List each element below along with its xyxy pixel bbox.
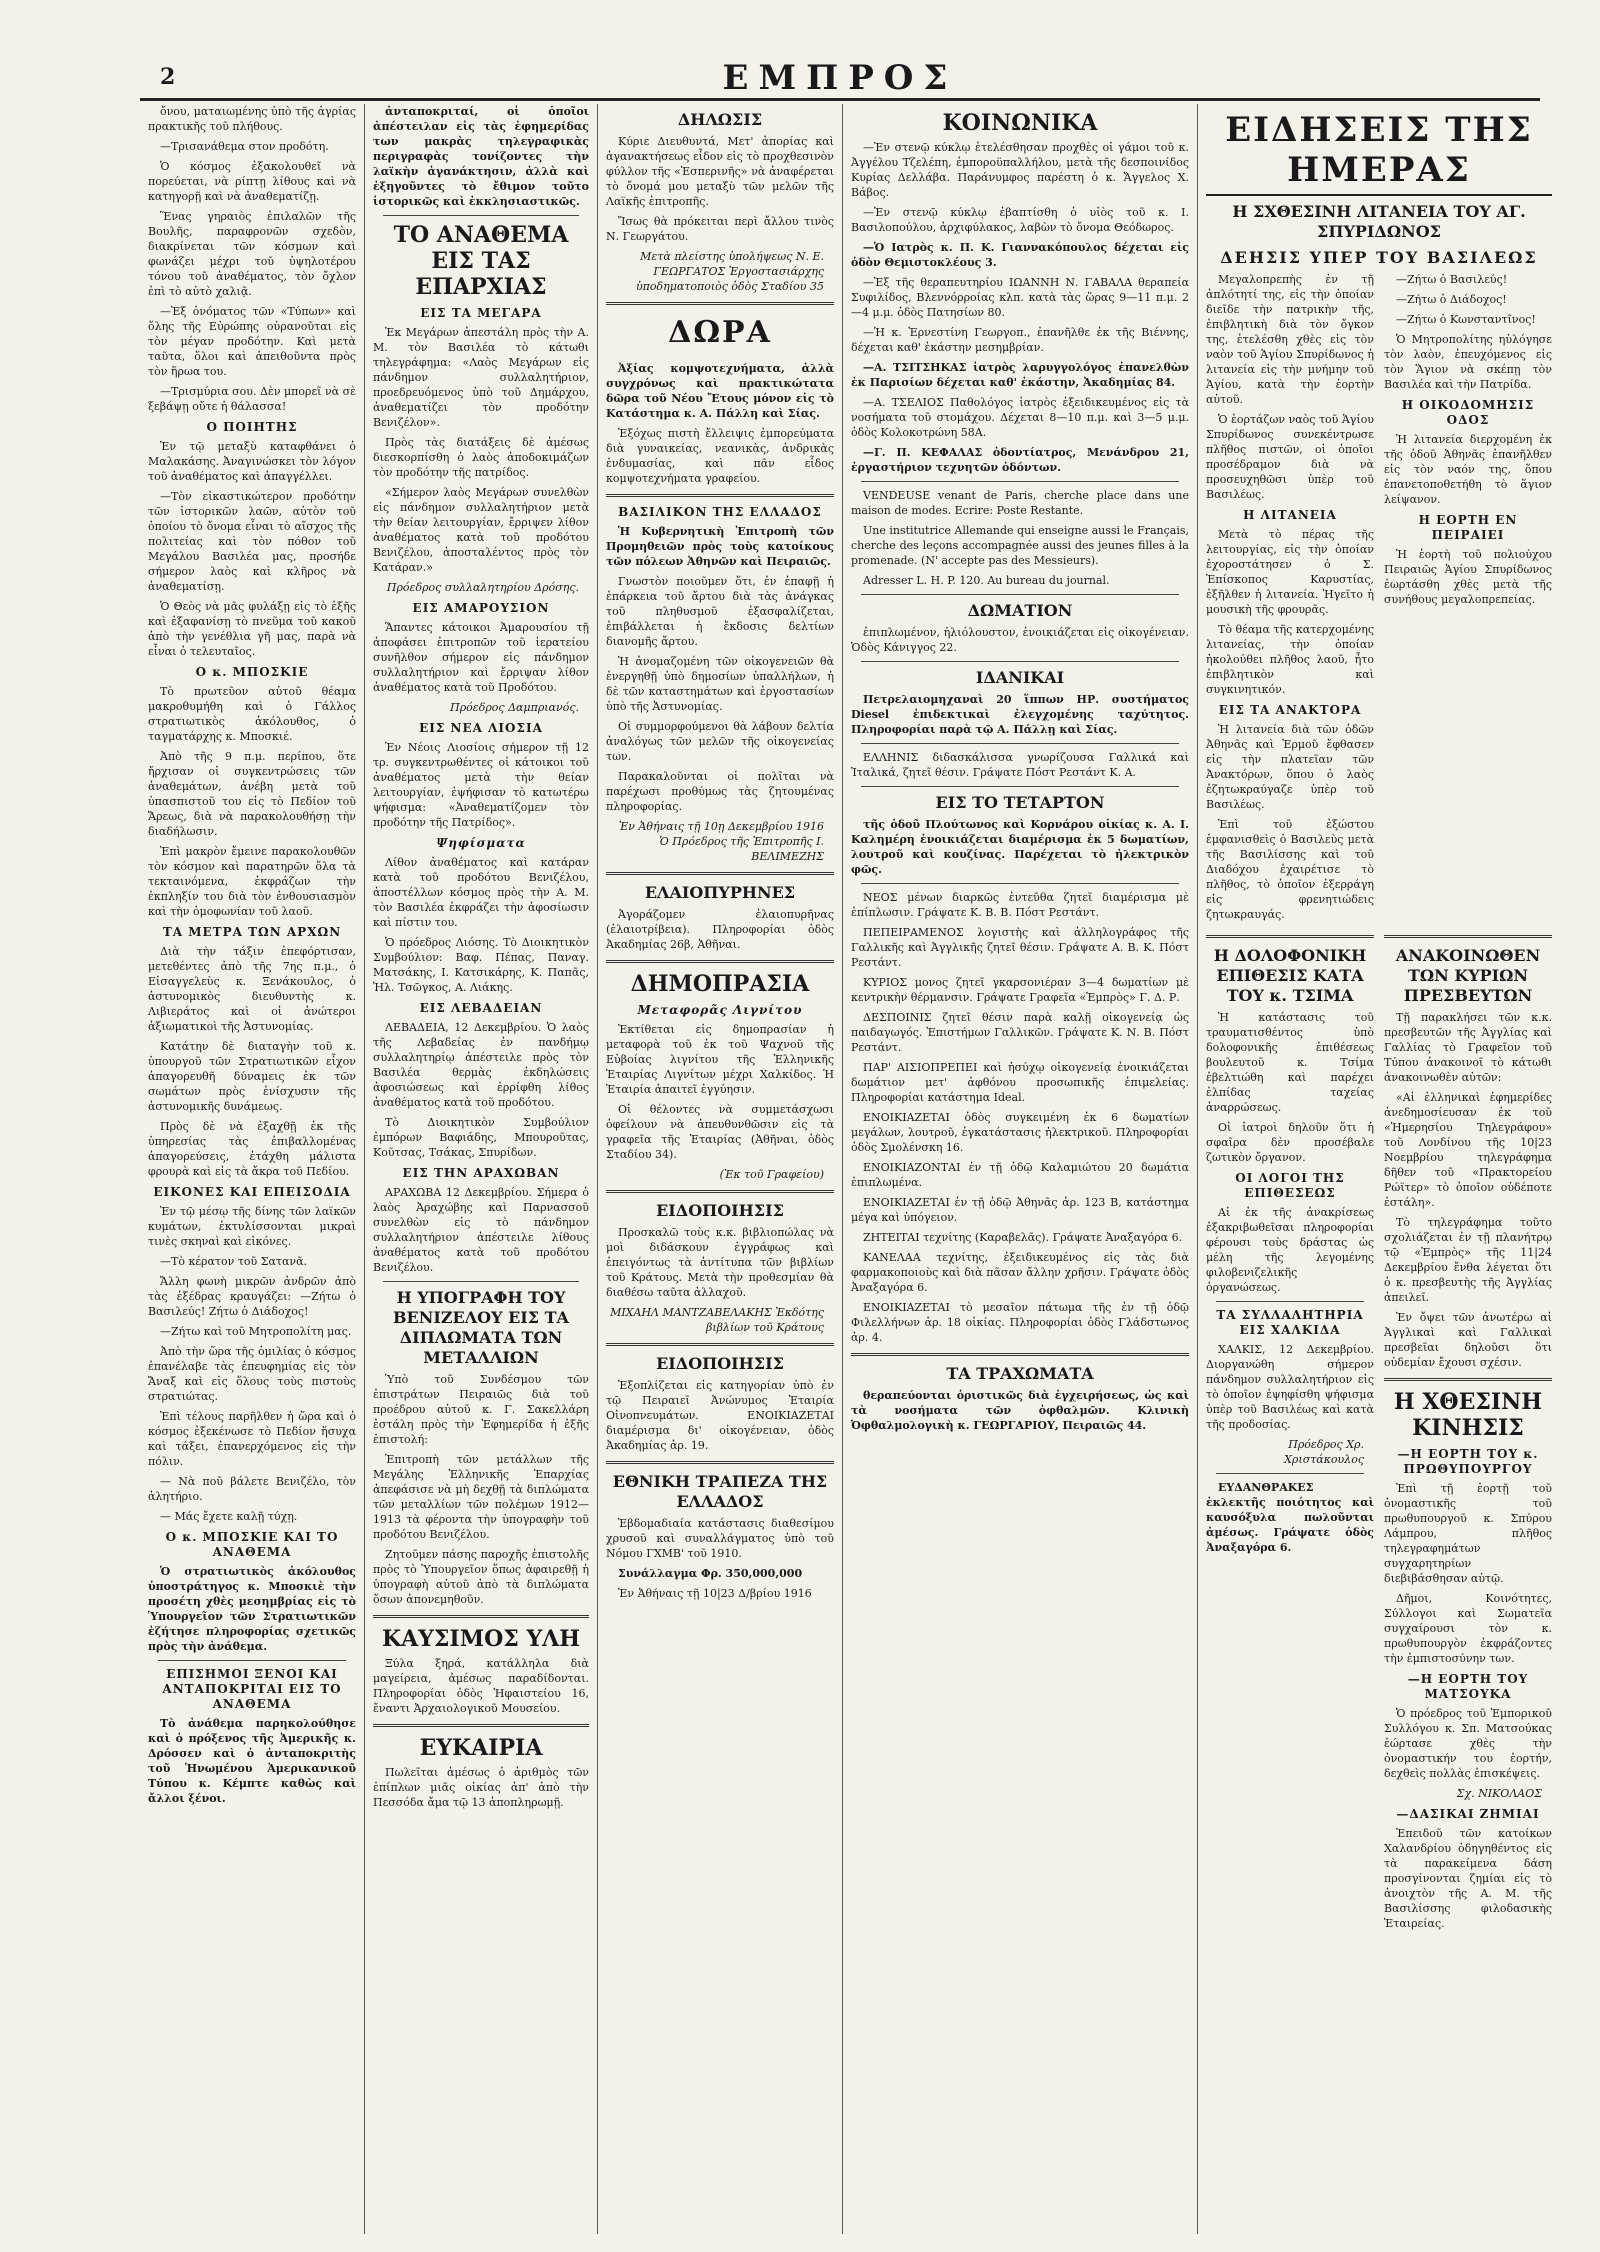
divider (606, 1343, 834, 1346)
paragraph: —Ἐξ ὀνόματος τῶν «Τύπων» καὶ ὅλης τῆς Εὐρώπης οὐρανοῦται εἰς τὸν μέγαν προδότην. Καὶ μετὰ ταῦτα, ὅλοι καὶ ἀπειθοῦντα πρὸς τὸν ἥρωα του. (148, 305, 356, 378)
sub-heading: ΕΙΣ ΤΑ ΜΕΓΑΡΑ (420, 306, 542, 320)
paragraph: Οἱ συμμορφούμενοι θὰ λάβουν δελτία ἀναλόγως τῶν μελῶν τῆς οἰκογενείας των. (606, 720, 834, 763)
paragraph: ΕΛΛΗΝΙΣ διδασκάλισσα γνωρίζουσα Γαλλικά καὶ Ἰταλικά, ζητεῖ θέσιν. Γράψατε Πόστ Ρεστάντ Κ. Α. (851, 751, 1189, 779)
paragraph: Αἱ ἐκ τῆς ἀνακρίσεως ἐξακριβωθεῖσαι πληροφορίαι φέρουσι τοὺς δράστας ὡς μέλη τῆς λεγομένης φιλοβενιζελικῆς ὀργανώσεως. (1206, 1206, 1374, 1294)
paragraph: Πρὸς τὰς διατάξεις δὲ ἀμέσως διεσκορπίσθη ὁ λαὸς ἀποδοκιμάζων τὸν προδότην τῆς πατρίδος. (373, 436, 589, 479)
divider (606, 302, 834, 305)
section-heading: ΕΠΙΣΗΜΟΙ ΞΕΝΟΙ ΚΑΙ ΑΝΤΑΠΟΚΡΙΤΑΙ ΕΙΣ ΤΟ ΑΝΑΘΕΜΑ (162, 1667, 342, 1711)
paragraph: Ἑβδομαδιαία κατάστασις διαθεσίμου χρυσοῦ καὶ συναλλάγματος ὑπὸ τοῦ Νόμου ΓΧΜΒ' τοῦ 1910. (606, 1517, 834, 1560)
section-heading: ΑΝΑΚΟΙΝΩΘΕΝ ΤΩΝ ΚΥΡΙΩΝ ΠΡΕΣΒΕΥΤΩΝ (1395, 946, 1541, 1005)
paragraph: —Τὸ κέρατον τοῦ Σατανᾶ. (160, 1255, 308, 1268)
paragraph: Κύριε Διευθυντά, Μετ' ἀπορίας καὶ ἀγανακτήσεως εἶδον εἰς τὸ προχθεσινὸν φύλλον τῆς «Ἐσπερινῆς» νὰ ἀναφέρεται τὸ ὄνομά μου μεταξὺ τῶν μελῶν τῆς Λαϊκῆς ἐπιτροπῆς. (606, 135, 834, 208)
paragraph: ΕΝΟΙΚΙΑΖΕΤΑΙ τὸ μεσαῖον πάτωμα τῆς ἐν τῇ ὁδῷ Φιλελλήνων ἀρ. 18 οἰκίας. Πληροφορίαι ὁδὸς Γλάδστωνος ἀρ. 4. (851, 1301, 1189, 1344)
sub-heading: ΔΕΗΣΙΣ ΥΠΕΡ ΤΟΥ ΒΑΣΙΛΕΩΣ (1220, 248, 1538, 267)
column-5 (1198, 104, 1560, 2234)
paragraph: Οἱ ἰατροὶ δηλοῦν ὅτι ἡ σφαῖρα δὲν προσέβαλε ζωτικὸν ὄργανον. (1206, 1121, 1374, 1164)
sub-heading: ΕΙΣ ΛΕΒΑΔΕΙΑΝ (419, 1001, 543, 1015)
paragraph: —Τρισμύρια σου. Δὲν μπορεῖ νὰ σὲ ξεβάψῃ οὔτε ἡ θάλασσα! (148, 385, 357, 413)
divider (383, 1281, 579, 1282)
paragraph: ΑΡΑΧΩΒΑ 12 Δεκεμβρίου. Σήμερα ὁ λαὸς Ἀραχώβης καὶ Παρνασσοῦ συνελθὼν εἰς τὸ πάνδημον συλλαλητήριον ἀπέστειλε λίθους ἀναθέματος κατὰ τοῦ προδότου Βενιζέλου. (373, 1186, 589, 1274)
paragraph: Ἐπὶ τοῦ ἐξώστου ἐμφανισθεὶς ὁ Βασιλεὺς μετὰ τῆς Βασιλίσσης καὶ τοῦ Διαδόχου ἐχαιρέτισε τὸ πλῆθος, τὸ ὁποῖον ἐξερράγη εἰς φρενητιώδεις ζητωκραυγάς. (1206, 818, 1374, 921)
paragraph: —Ἐν στενῷ κύκλῳ ἐβαπτίσθη ὁ υἱὸς τοῦ κ. Ι. Βασιλοπούλου, ἀρχιφύλακος, λαβὼν τὸ ὄνομα Θεόδωρος. (851, 206, 1189, 234)
paragraph: Ὁ πρόεδρος Λιόσης. Τὸ Διοικητικὸν Συμβούλιον: Βαφ. Πέπας, Παναγ. Ματσάκης, Ι. Κατσικάρης, Κ. Παπᾶς, Ἠλ. Τσῶγκος, Α. Λιάκης. (373, 936, 589, 994)
section-heading: Ο κ. ΜΠΟΣΚΙΕ ΚΑΙ ΤΟ ΑΝΑΘΕΜΑ (165, 1530, 339, 1559)
paragraph: Ἕνας γηραιὸς ἐπιλαλῶν τῆς Βουλῆς, παραφρονῶν σχεδὸν, διακρίνεται τῶν κόσμων καὶ φωνάζει μέχρι τοῦ ὑψηλοτέρου τόνου τοῦ ἀναθέματος, τὸν ὄχλον ἐπὶ τὸ αὐτὸ χαλιᾷ. (148, 210, 356, 298)
page-number: 2 (160, 64, 176, 90)
signature: ΜΙΧΑΗΛ ΜΑΝΤΖΑΒΕΛΑΚΗΣ Ἐκδότης βιβλίων τοῦ Κράτους (610, 1306, 824, 1334)
paragraph: ΛΕΒΑΔΕΙΑ, 12 Δεκεμβρίου. Ὁ λαὸς τῆς Λεβαδείας ἐν πανδήμῳ συλλαλητηρίῳ ἀπέστειλε πρὸς τὸν Βασιλέα θερμὰς ἐκδηλώσεις ἀφοσιώσεως καὶ ἐρρίφθη λίθος ἀναθέματος κατὰ τοῦ προδότου. (373, 1021, 589, 1109)
paragraph: ΔΕΣΠΟΙΝΙΣ ζητεῖ θέσιν παρὰ καλῇ οἰκογενείᾳ ὡς παιδαγωγός. Ἐπιστήμων Γαλλικῶν. Γράψατε Κ. Ν. Β. Πόστ Ρεστάντ. (851, 1011, 1189, 1054)
section-heading: ΤΑ ΜΕΤΡΑ ΤΩΝ ΑΡΧΩΝ (162, 925, 342, 939)
signature: Ἐν Ἀθήναις τῇ 10ῃ Δεκεμβρίου 1916 Ὁ Πρόεδρος τῆς Ἐπιτροπῆς Ι. ΒΕΛΙΜΕΖΗΣ (618, 820, 824, 863)
section-heading: ΕΙΚΟΝΕΣ ΚΑΙ ΕΠΕΙΣΟΔΙΑ (153, 1185, 351, 1199)
paragraph: ΕΝΟΙΚΙΑΖΕΤΑΙ ὁδὸς συγκειμένη ἐκ 6 δωματίων μεγάλων, λουτροῦ, ἐγκατάστασις ἠλεκτρικοῦ. Πληροφορίαι ὁδὸς Σμολένσκη 16. (851, 1111, 1189, 1154)
sub-heading: Η ΣΧΘΕΣΙΝΗ ΛΙΤΑΝΕΙΑ ΤΟΥ ΑΓ. ΣΠΥΡΙΔΩΝΟΣ (1232, 202, 1526, 241)
paragraph: Γνωστὸν ποιοῦμεν ὅτι, ἐν ἐπαφῇ ἡ ἐπάρκεια τοῦ ἄρτου διὰ τὰς ἀνάγκας τοῦ πληθυσμοῦ ἐξασφαλίζεται, ἐπιβάλλεται ἡ ἔκδοσις δελτίων διανομῆς ἄρτου. (606, 575, 834, 648)
ad-heading: ΔΗΜΟΠΡΑΣΙΑ (630, 971, 810, 997)
ad-heading: ΔΩΡΑ (668, 315, 772, 350)
paragraph: Ὁ ἑορτάζων ναὸς τοῦ Ἁγίου Σπυρίδωνος συνεκέντρωσε πλῆθος πιστῶν, οἱ ὁποῖοι προσέδραμον διὰ νὰ προσευχηθῶσι ὑπὲρ τοῦ Βασιλέως. (1206, 413, 1374, 501)
paragraph: Ὁ πρόεδρος τοῦ Ἐμπορικοῦ Συλλόγου κ. Σπ. Ματσούκας ἑώρτασε χθὲς τὴν ὀνομαστικήν του ἑορτήν, δεχθεὶς πολλὰς ἐπισκέψεις. (1384, 1707, 1552, 1780)
paragraph: Ἅπαντες κάτοικοι Ἀμαρουσίου τῇ ἀποφάσει ἐπιτροπῶν τοῦ ἱερατείου συνῆλθον σήμερον εἰς πάνδημον συλλαλητήριον καὶ ἔρριψαν λίθον ἀναθέματος κατὰ τοῦ Προδότου. (373, 621, 589, 694)
section-heading: ΔΗΛΩΣΙΣ (677, 110, 763, 129)
divider (606, 872, 834, 875)
paragraph: Ἀπὸ τῆς 9 π.μ. περίπου, ὅτε ἤρχισαν οἱ συγκεντρώσεις τῶν ἀναθεμάτων, ἀνέβη μετὰ τοῦ ὑπασπιστοῦ του εἰς τὸ Πεδίον τοῦ Ἄρεως, διὰ νὰ παρακολουθήσῃ τὴν διαδήλωσιν. (148, 750, 356, 838)
paragraph: —Ἐν στενῷ κύκλῳ ἐτελέσθησαν προχθὲς οἱ γάμοι τοῦ κ. Ἀγγέλου Τζελέπη, ἐμποροϋπαλλήλου, μετὰ τῆς δεσποινίδος Κυρίας Δελλάβα. Παράνυμφος παρέστη ὁ κ. Ἄγγελος Χ. Βάβος. (851, 141, 1189, 199)
divider (861, 594, 1179, 595)
ad-heading: ΚΑΥΣΙΜΟΣ ΥΛΗ (381, 1626, 581, 1652)
paragraph: «Αἱ ἑλληνικαὶ ἐφημερίδες ἀνεδημοσίευσαν ἐκ τοῦ «Ἡμερησίου Τηλεγράφου» τοῦ Λονδίνου τῆς 10|23 Νοεμβρίου τηλεγράφημα δῆθεν τοῦ «Πρακτορείου Ρώϊτερ» τὸ ὁποῖον οὐδέποτε ἐστάλη». (1384, 1091, 1552, 1209)
paragraph: Ἐν Ἀθήναις τῇ 10|23 Δ/βρίου 1916 (618, 1587, 812, 1600)
newspaper-title: ΕΜΠΡΟΣ (722, 58, 958, 98)
two-column-block (1206, 927, 1552, 1936)
paragraph: Προσκαλῶ τοὺς κ.κ. βιβλιοπώλας νὰ μοὶ διδάσκουν ἐγγράφως καὶ ἐπειγόντως τὰ ἀντίτυπα τῶν βιβλίων τοῦ Κράτους. Μετὰ τὴν προθεσμίαν θὰ διαθέσω ταῦτα ἀλλαχοῦ. (606, 1226, 834, 1299)
divider (1206, 935, 1374, 938)
divider (383, 215, 579, 216)
sub-column (1206, 927, 1374, 1936)
paragraph: ΕΥΔΑΝΘΡΑΚΕΣ ἐκλεκτῆς ποιότητος καὶ καυσόξυλα πωλοῦνται ἀμέσως. Γράψατε ὁδὸς Ἀναξαγόρα 6. (1206, 1481, 1374, 1554)
paragraph: Τὸ Διοικητικὸν Συμβούλιον ἐμπόρων Βαφιάδης, Μπουροῦτας, Κοῦτσας, Τσάκας, Σπυρίδων. (373, 1116, 589, 1159)
paragraph: ΕΝΟΙΚΙΑΖΟΝΤΑΙ ἐν τῇ ὁδῷ Καλαμιώτου 20 δωμάτια ἐπιπλωμένα. (851, 1161, 1189, 1189)
paragraph: Παρακαλοῦνται οἱ πολῖται νὰ παρέχωσι προθύμως τὰς ζητουμένας πληροφορίας. (606, 770, 834, 813)
divider (1384, 935, 1552, 938)
paragraph: Τὸ ἀνάθεμα παρηκολούθησε καὶ ὁ πρόξενος τῆς Ἀμερικῆς κ. Δρόσσεν καὶ ὁ ἀνταποκριτὴς τοῦ Ἡνωμένου Ἀμερικανικοῦ Τύπου κ. Κέμπτε καθὼς καὶ ἄλλοι ξένοι. (148, 1717, 356, 1805)
divider (606, 494, 834, 497)
paragraph: Τῇ παρακλήσει τῶν κ.κ. πρεσβευτῶν τῆς Ἀγγλίας καὶ Γαλλίας τὸ Γραφεῖον τοῦ Τύπου ἀνακοινοῖ τὸ κάτωθι ἀνακοινωθὲν αὐτῶν: (1384, 1011, 1552, 1084)
paragraph: Πωλεῖται ἀμέσως ὁ ἀριθμὸς τῶν ἐπίπλων μιᾶς οἰκίας ἀπ' ἀπὸ τὴν Πεσσόδα ἄμα τῷ 13 ἀποπληρωμῇ. (373, 1766, 589, 1809)
paragraph: Ἀγοράζομεν ἐλαιοπυρῆνας (ἐλαιοτρίβεια). Πληροφορίαι ὁδὸς Ἀκαδημίας 26β, Ἀθῆναι. (606, 908, 834, 951)
sub-heading: Μεταφορᾶς Λιγνίτου (637, 1003, 803, 1017)
sub-column (1384, 272, 1552, 927)
sub-heading: ΕΙΣ ΝΕΑ ΛΙΟΣΙΑ (419, 721, 543, 735)
section-heading: Η ΥΠΟΓΡΑΦΗ ΤΟΥ ΒΕΝΙΖΕΛΟΥ ΕΙΣ ΤΑ ΔΙΠΛΩΜΑΤΑ ΤΩΝ ΜΕΤΑΛΛΙΩΝ (393, 1288, 569, 1367)
sub-heading: ΟΙ ΛΟΓΟΙ ΤΗΣ ΕΠΙΘΕΣΕΩΣ (1235, 1171, 1345, 1200)
section-heading: ΒΑΣΙΛΙΚΟΝ ΤΗΣ ΕΛΛΑΔΟΣ (618, 505, 822, 519)
paragraph: Ἄλλη φωνὴ μικρῶν ἀνδρῶν ἀπὸ τὰς ἐξέδρας κραυγάζει: —Ζήτω ὁ Βασιλεύς! Ζήτω ὁ Διάδοχος! (148, 1275, 356, 1318)
paragraph: Ἡ λιτανεία διὰ τῶν ὁδῶν Ἀθηνᾶς καὶ Ἑρμοῦ ἔφθασεν εἰς τὴν πλατεῖαν τῶν Ἀνακτόρων, ὅπου ὁ λαὸς ἐζητωκραύγαζε ὑπὲρ τοῦ Βασιλέως. (1206, 723, 1374, 811)
sub-heading: Ψηφίσματα (436, 836, 526, 850)
section-heading: ΚΟΙΝΩΝΙΚΑ (942, 110, 1098, 136)
paragraph: Ξύλα ξηρά, κατάλληλα διὰ μαγείρεια, ἀμέσως παραδίδονται. Πληροφορίαι ὁδὸς Ἡφαιστείου 16, ἔναντι Ἀρχαιολογικοῦ Μουσείου. (373, 1657, 589, 1715)
paragraph: ΠΕΠΕΙΡΑΜΕΝΟΣ λογιστὴς καὶ ἀλληλογράφος τῆς Γαλλικῆς καὶ Ἀγγλικῆς ζητεῖ θέσιν. Γράψατε Α. Β. Κ. Πόστ Ρεστάντ. (851, 926, 1189, 969)
column-4 (843, 104, 1198, 2234)
paragraph: —Γ. Π. ΚΕΦΑΛΑΣ ὀδοντίατρος, Μενάνδρου 21, ἐργαστήριον τεχνητῶν ὀδόντων. (851, 446, 1189, 474)
ad-heading: ΙΔΑΝΙΚΑΙ (975, 668, 1065, 687)
paragraph: Ἐν Νέοις Λιοσίοις σήμερον τῇ 12 τρ. συγκεντρωθέντες οἱ κάτοικοι τοῦ ἀναθέματος μετὰ τὴν θείαν λειτουργίαν, ἐψήφισαν τὸ κατωτέρω ψήφισμα: «Ἀναθεματίζομεν τὸν προδότην τῆς Πατρίδος». (373, 741, 589, 829)
signature: (Ἐκ τοῦ Γραφείου) (719, 1168, 824, 1181)
divider (606, 1461, 834, 1464)
paragraph: Ὁ Μητροπολίτης ηὐλόγησε τὸν λαὸν, ἐπευχόμενος εἰς τὸν Ἅγιον νὰ σκέπῃ τὸν Βασιλέα καὶ τὴν Πατρίδα. (1384, 333, 1552, 391)
paragraph: Λίθον ἀναθέματος καὶ κατάραν κατὰ τοῦ προδότου Βενιζέλου, ἀποστέλλων κόσμος πρὸς τὴν Α. Μ. τὸν Βασιλέα ἐκφράζει τὴν ἀφοσίωσιν καὶ πίστιν του. (373, 856, 589, 929)
paragraph: Une institutrice Allemande qui enseigne aussi le Français, cherche des leçons accompagnée aussi des jeunes filles à la promenade. (N' accepte pas des Messieurs). (851, 524, 1189, 567)
sub-column (1206, 272, 1374, 927)
paragraph: Ἐπειδοῦ τῶν κατοίκων Χαλανδρίου ὁδηγηθέντος εἰς τὰ παρακείμενα δάση προσγίνονται ζημίαι εἰς τὸ ἀνοιχτὸν τῆς Α. Μ. τῆς Βασιλίσσης φιλοδασικὴς Ἑταιρείας. (1384, 1827, 1552, 1930)
paragraph: ἀνταποκριταί, οἱ ὁποῖοι ἀπέστειλαν εἰς τὰς ἐφημερίδας των μακρὰς τηλεγραφικὰς περιγραφὰς τονίζοντες τὴν λαϊκὴν ἀγανάκτησιν, ἀλλὰ καὶ ἐξηγοῦντες τὸ ἔθιμον τοῦτο ἱστορικῶς καὶ ἐκκλησιαστικῶς. (373, 105, 589, 208)
paragraph: Πρὸς δὲ νὰ ἐξαχθῇ ἐκ τῆς ὑπηρεσίας τὰς ἐπιβαλλομένας ἀπαγορεύσεις, ἐτάχθη μάλιστα φρουρὰ καὶ εἰς τὰ ἄκρα τοῦ Πεδίου. (148, 1120, 356, 1178)
paragraph: Τὸ πρωτεῦον αὐτοῦ θέαμα μακροθυμήθη καὶ ὁ Γάλλος στρατιωτικὸς ἀκόλουθος, ὁ ταγματάρχης κ. Μποσκιέ. (148, 685, 356, 743)
paragraph: Πετρελαιομηχαναὶ 20 ἵππων ΗΡ. συστήματος Diesel ἐπιδεκτικαὶ ἐλεγχομένης ταχύτητος. Πληροφορίαι παρὰ τῷ Α. Πάλλῃ καὶ Σίας. (851, 693, 1189, 736)
paragraph: —Α. ΤΣΙΤΣΗΚΑΣ ἰατρὸς λαρυγγολόγος ἐπανελθὼν ἐκ Παρισίων δέχεται καθ' ἑκάστην, Ἀκαδημίας 84. (851, 361, 1189, 389)
divider (606, 960, 834, 963)
paragraph: Ἡ ἑορτὴ τοῦ πολιούχου Πειραιῶς Ἁγίου Σπυρίδωνος ἐωρτάσθη χθὲς μετὰ τῆς συνήθους μεγαλοπρεπείας. (1384, 548, 1552, 606)
paragraph: Ἐξοπλίζεται εἰς κατηγορίαν ὑπὸ ἐν τῷ Πειραιεῖ Ἀνώνυμος Ἑταιρία Οἰνοπνευμάτων. ΕΝΟΙΚΙΑΖΕΤΑΙ διαμέρισμα δι' οἰκογένειαν, ὁδὸς Ἀκαδημίας ἀρ. 19. (606, 1379, 834, 1452)
ad-heading: ΕΙΣ ΤΟ ΤΕΤΑΡΤΟΝ (935, 793, 1105, 812)
paragraph: Ἡ κατάστασις τοῦ τραυματισθέντος ὑπὸ δολοφονικῆς ἐπιθέσεως βουλευτοῦ κ. Τσίμα ἐβελτιώθη καὶ παρέχει ἐλπίδας ταχείας ἀναρρώσεως. (1206, 1011, 1374, 1114)
ad-heading: ΔΩΜΑΤΙΟΝ (967, 601, 1073, 620)
sub-heading: ΕΙΣ ΑΜΑΡΟΥΣΙΟΝ (412, 601, 550, 615)
section-heading: Η ΔΟΛΟΦΟΝΙΚΗ ΕΠΙΘΕΣΙΣ ΚΑΤΑ ΤΟΥ κ. ΤΣΙΜΑ (1213, 946, 1367, 1005)
paragraph: θεραπεύονται ὁριστικῶς διὰ ἐγχειρήσεως, ὡς καὶ τὰ νοσήματα τῶν ὀφθαλμῶν. Κλινικὴ Ὀφθαλμολογικὴ κ. ΓΕΩΡΓΑΡΙΟΥ, Πειραιῶς 44. (851, 1389, 1189, 1432)
paragraph: ΠΑΡ' ΑΙΣΙΟΠΡΕΠΕΙ καὶ ἡσύχῳ οἰκογενείᾳ ἐνοικιάζεται δωμάτιον μετ' ἀφθόνου προσωπικῆς ἐπιμελείας. Πληροφορίαι κατάστημα Ideal. (851, 1061, 1189, 1104)
paragraph: Κατάτην δὲ διαταγὴν τοῦ κ. ὑπουργοῦ τῶν Στρατιωτικῶν εἶχον ἀπαγορευθῆ δύναμεις ἐκ τῶν σωμάτων πρὸς ἐνίσχυσιν τῆς ἀστυνομικῆς δυνάμεως. (148, 1040, 356, 1113)
ad-heading: ΕΛΑΙΟΠΥΡΗΝΕΣ (644, 883, 796, 902)
section-heading: Ο ΠΟΙΗΤΗΣ (206, 420, 298, 434)
sub-column (1384, 927, 1552, 1936)
column-2 (365, 104, 598, 2234)
signature: Πρόεδρος Χρ. Χριστάκουλος (1284, 1438, 1364, 1466)
paragraph: —Τὸν εἰκαστικώτερον προδότην τῶν ἱστορικῶν λαῶν, αὐτὸν τοῦ ὁποίου τὸ ὄνομα εἶναι τὸ αἴσχος τῆς πολιτείας καὶ τὸν πόθον τοῦ Μεγάλου Βασιλέα μας, προσήδε σήμερον λαὸς καὶ κλῆρος νὰ ἀναθεματίσῃ. (148, 490, 356, 593)
paragraph: Ἴσως θὰ πρόκειται περὶ ἄλλου τινὸς Ν. Γεωργάτου. (606, 215, 834, 243)
paragraph: Ἐν τῷ μέσῳ τῆς δίνης τῶν λαϊκῶν κυμάτων, ἐκτυλίσσονται μικραὶ τινὲς σκηναὶ καὶ εἰκόνες. (148, 1205, 356, 1248)
paragraph: VENDEUSE venant de Paris, cherche place dans une maison de modes. Ecrire: Poste Restante. (851, 489, 1189, 517)
divider (851, 1353, 1189, 1356)
paragraph: Ὁ στρατιωτικὸς ἀκόλουθος ὑποστράτηγος κ. Μποσκιὲ τὴν προσέτη χθὲς μεσημβρίας εἰς τὸ Ὑπουργεῖον τῶν Στρατιωτικῶν ἐζήτησε πληροφορίας σχετικῶς πρὸς τὴν ἀνάθεμα. (148, 1565, 356, 1653)
divider (606, 1190, 834, 1193)
signature: Πρόεδρος Δαμπριανός. (450, 701, 579, 714)
paragraph: Ἐν ὄψει τῶν ἀνωτέρω αἱ Ἀγγλικαὶ καὶ Γαλλικαὶ πρεσβεῖαι δηλοῦσι ὅτι οὐδεμίαν ἔχουσι σχέσιν. (1384, 1311, 1552, 1369)
divider (861, 786, 1179, 787)
sub-heading: —Η ΕΟΡΤΗ ΤΟΥ κ. ΠΡΩΘΥΠΟΥΡΓΟΥ (1397, 1447, 1539, 1476)
section-heading: Ο κ. ΜΠΟΣΚΙΕ (195, 665, 309, 679)
paragraph: ΚΑΝΕΛΑΑ τεχνίτης, ἐξειδικευμένος εἰς τὰς διὰ φαρμακοποιοὺς καὶ διὰ πᾶσαν ἄλλην χρῆσιν. Γράψατε ὁδὸς Ἀναξαγόρα 6. (851, 1251, 1189, 1294)
paragraph: —Ζήτω ὁ Κωνσταντῖνος! (1396, 313, 1536, 326)
two-column-block (1206, 272, 1552, 927)
divider (1216, 1473, 1364, 1474)
paragraph: Ἐκ Μεγάρων ἀπεστάλη πρὸς τὴν Α. Μ. τὸν Βασιλέα τὸ κάτωθι τηλεγράφημα: «Λαὸς Μεγάρων εἰς πάνδημον συλλαλητήριον, προεδρευόμενος ὑπὸ τοῦ Δημάρχου, ἀναθεματίζει τὸν προδότην Βενιζέλον». (373, 326, 589, 429)
paragraph: Ἀπὸ τὴν ὥρα τῆς ὁμιλίας ὁ κόσμος ἐπανέλαβε τὰς ἐπευφημίας εἰς τὸν Ἄναξ καὶ εἰς ὅλους τοὺς πιστοὺς στρατιώτας. (148, 1345, 356, 1403)
sub-heading: Η ΟΙΚΟΔΟΜΗΣΙΣ ΟΔΟΣ (1401, 398, 1535, 427)
paragraph: Ἐξόχως πιστὴ ἔλλειψις ἐμπορεύματα διὰ γυναικείας, νεανικὰς, ἀνδρικὰς ἐνδυμασίας, καὶ πᾶν εἶδος κομψοτεχνήματα γραφείου. (606, 427, 834, 485)
paragraph: ὄνου, ματαιωμένης ὑπὸ τῆς ἀγρίας πρακτικῆς τοῦ πλήθους. (148, 105, 356, 133)
paragraph: Ὁ κόσμος ἐξακολουθεῖ νὰ πορεύεται, νὰ ρίπτῃ λίθους καὶ νὰ κατηγορῇ καὶ νὰ ἀναθεματίζῃ. (148, 160, 356, 203)
section-heading: Η ΧΘΕΣΙΝΗ ΚΙΝΗΣΙΣ (1393, 1389, 1543, 1441)
column-3 (598, 104, 843, 2234)
paragraph: Μεγαλοπρεπὴς ἐν τῇ ἁπλότητί της, εἰς τὴν ὁποίαν διεῖδε τὴν πατρικὴν τῆς, ἐπιβλητικὴ διὰ τὸν ὄγκον της, ἐτελέσθη χθὲς εἰς τὸν ναὸν τοῦ Ἁγίου Σπυρίδωνος ἡ λιτανεία εἰς τὴν μνήμην τοῦ Ἁγίου, κατὰ τὴν ἑορτὴν αὐτοῦ. (1206, 273, 1374, 406)
paragraph: —Ζήτω καὶ τοῦ Μητροπολίτη μας. (160, 1325, 352, 1338)
paragraph: —Ζήτω ὁ Βασιλεύς! (1396, 273, 1508, 286)
signature: Πρόεδρος συλλαλητηρίου Δρόσης. (386, 581, 579, 594)
divider (373, 1615, 589, 1618)
paragraph: Ἡ Κυβερνητικὴ Ἐπιτροπὴ τῶν Προμηθειῶν πρὸς τοὺς κατοίκους τῶν πόλεων Ἀθηνῶν καὶ Πειραιῶς. (606, 525, 834, 568)
ad-heading: ΕΙΔΟΠΟΙΗΣΙΣ (656, 1354, 784, 1373)
paragraph: Συνάλλαγμα Φρ. 350,000,000 (618, 1567, 803, 1580)
ad-heading: ΕΙΔΟΠΟΙΗΣΙΣ (656, 1201, 784, 1220)
divider (1384, 1378, 1552, 1381)
section-heading: ΕΘΝΙΚΗ ΤΡΑΠΕΖΑ ΤΗΣ ΕΛΛΑΔΟΣ (612, 1472, 828, 1511)
paragraph: ΕΝΟΙΚΙΑΖΕΤΑΙ ἐν τῇ ὁδῷ Ἀθηνᾶς ἀρ. 123 Β, κατάστημα μέγα καὶ ὑπόγειον. (851, 1196, 1189, 1224)
paragraph: —Ζήτω ὁ Διάδοχος! (1396, 293, 1507, 306)
paragraph: Ἐπιτροπὴ τῶν μετάλλων τῆς Μεγάλης Ἑλληνικῆς Ἐπαρχίας ἀπεφάσισε νὰ μὴ δεχθῇ τὰ διπλώματα τῶν μεταλλίων τῶν πολέμων 1912—1913 τὰ φέροντα τὴν ὑπογραφὴν τοῦ προδότου Βενιζέλου. (373, 1453, 589, 1541)
paragraph: Τὸ τηλεγράφημα τοῦτο σχολιάζεται ἐν τῇ πλανήτρῳ τῷ «Ἐμπρὸς» τῆς 11|24 Δεκεμβρίου ἔνθα λέγεται ὅτι ὁ κ. πρεσβευτὴς τῆς Ἀγγλίας ἀπειλεῖ. (1384, 1216, 1552, 1304)
sub-heading: Η ΕΟΡΤΗ ΕΝ ΠΕΙΡΑΙΕΙ (1418, 513, 1518, 542)
ad-heading: ΤΑ ΤΡΑΧΩΜΑΤΑ (946, 1364, 1094, 1383)
divider (861, 661, 1179, 662)
sub-heading: ΕΙΣ ΤΗΝ ΑΡΑΧΩΒΑΝ (402, 1166, 560, 1180)
section-heading: ΕΙΔΗΣΕΙΣ ΤΗΣ ΗΜΕΡΑΣ (1206, 110, 1552, 196)
paragraph: — Νὰ ποῦ βάλετε Βενιζέλο, τὸν ἀλητήριο. (148, 1475, 356, 1503)
paragraph: Ἐπὶ τέλους παρῆλθεν ἡ ὥρα καὶ ὁ κόσμος ἐξεκένωσε τὸ Πεδίον ἥσυχα καὶ τάξει, ἐπανερχόμενος εἰς τὴν πόλιν. (148, 1410, 356, 1468)
paragraph: Ἡ ἀνομαζομένη τῶν οἰκογενειῶν θὰ ἐνεργηθῇ ὑπὸ δημοσίων ὑπαλλήλων, ἡ δὲ τῶν καταστημάτων καὶ ἐργοστασίων ὑπὸ τῆς Ἀστυνομίας. (606, 655, 834, 713)
divider (861, 743, 1179, 744)
paragraph: —Α. ΤΣΕΛΙΟΣ Παθολόγος ἰατρὸς ἐξειδικευμένος εἰς τὰ νοσήματα τοῦ στομάχου. Δέχεται 8—10 π.μ. καὶ 3—5 μ.μ. ὁδὸς Κολοκοτρώνη 58Α. (851, 396, 1189, 439)
signature: Σχ. ΝΙΚΟΛΑΟΣ (1456, 1787, 1542, 1800)
paragraph: —Ὁ Ιατρὸς κ. Π. Κ. Γιαννακόπουλος δέχεται εἰς ὁδὸν Θεμιστοκλέους 3. (851, 241, 1189, 269)
divider (861, 883, 1179, 884)
divider (1216, 1301, 1364, 1302)
paragraph: τῆς ὁδοῦ Πλούτωνος καὶ Κορνάρου οἰκίας κ. Α. Ι. Καλημέρη ἐνοικιάζεται διαμέρισμα ἐκ 5 δωματίων, λουτροῦ καὶ κουζίνας. Παρέχεται τὸ ἠλεκτρικὸν φῶς. (851, 818, 1189, 876)
paragraph: —Ἐξ τῆς θεραπευτηρίου ΙΩΑΝΝΗ Ν. ΓΑΒΑΛΑ θεραπεία Συφιλίδος, Βλεννόρροίας κλπ. κατὰ τὰς ὥρας 9—11 π.μ. 2—4 μ.μ. ὁδὸς Πατησίων 80. (851, 276, 1189, 319)
divider (861, 481, 1179, 482)
paragraph: Ἀξίας κομψοτεχνήματα, ἀλλὰ συγχρόνως καὶ πρακτικώτατα δῶρα τοῦ Νέου Ἔτους μόνον εἰς τὸ Κατάστημα κ. Α. Πάλλη καὶ Σίας. (606, 362, 834, 420)
paragraph: — Μάς ἔχετε καλῇ τύχῃ. (160, 1510, 298, 1523)
ad-heading: ΕΥΚΑΙΡΙΑ (419, 1735, 543, 1761)
paragraph: Ἐπὶ μακρὸν ἔμεινε παρακολουθῶν τὸν κόσμον καὶ παρατηρῶν ὅλα τὰ τεκταινόμενα, ἐκφράζων τὴν ἐκπληξίν του διὰ τὸν ἐνθουσιασμὸν καὶ τὴν ὁμοφωνίαν τοῦ λαοῦ. (148, 845, 356, 918)
paragraph: —Ἡ κ. Ἐρνεστίνη Γεωργοπ., ἐπανῆλθε ἐκ τῆς Βιέννης, δέχεται καθ' ἑκάστην μεσημβρίαν. (851, 326, 1189, 354)
divider (158, 1660, 346, 1661)
sub-heading: ΕΙΣ ΤΑ ΑΝΑΚΤΟΡΑ (1218, 703, 1362, 717)
paragraph: Adresser L. H. P. 120. Au bureau du journal. (863, 574, 1110, 587)
paragraph: Διὰ τὴν τάξιν ἐπεφόρτισαν, μετεθέντες ἀπὸ τῆς 7ης π.μ., ὁ Εἰσαγγελεὺς κ. Ξενάκουλος, ὁ ἀστυνομικὸς διευθυντὴς κ. Λιβιεράτος καὶ οἱ ἀνώτεροι ἀξιωματικοὶ τῆς Ἀστυνομίας. (148, 945, 356, 1033)
divider (373, 1724, 589, 1727)
sub-heading: Η ΛΙΤΑΝΕΙΑ (1243, 508, 1337, 522)
paragraph: Ἐν τῷ μεταξὺ καταφθάνει ὁ Μαλακάσης. Ἀναγινώσκει τὸν λόγον τοῦ ἀναθέματος καὶ ἀπαγγέλλει. (148, 440, 356, 483)
paragraph: ΚΥΡΙΟΣ μονος ζητεῖ γκαρσονιέραν 3—4 δωματίων μὲ κεντρικὴν θέρμανσιν. Γράψατε Γραφεῖα «Ἐμπρὸς» Γ. Δ. Ρ. (851, 976, 1189, 1004)
signature: Μετὰ πλείστης ὑπολήψεως Ν. Ε. ΓΕΩΡΓΑΤΟΣ Ἐργοστασιάρχης ὑποδηματοποιὸς ὁδὸς Σταδίου 35 (635, 250, 824, 293)
paragraph: ΝΕΟΣ μένων διαρκῶς ἐντεῦθα ζητεῖ διαμέρισμα μὲ ἐπίπλωσιν. Γράψατε Κ. Β. Β. Πόστ Ρεστάντ. (851, 891, 1189, 919)
column-1 (140, 104, 365, 2234)
paragraph: Ἐπὶ τῇ ἑορτῇ τοῦ ὀνομαστικῆς τοῦ πρωθυπουργοῦ κ. Σπύρου Λάμπρου, πλῆθος τηλεγραφημάτων συγχαρητηρίων διεβιβάσθησαν αὐτῷ. (1384, 1482, 1552, 1585)
paragraph: Ἐκτίθεται εἰς δημοπρασίαν ἡ μεταφορὰ τοῦ ἐκ τοῦ Ψαχνοῦ τῆς Εὐβοίας λιγνίτου τῆς Ἑλληνικῆς Ἑταιρίας Λιγνίτων μέχρι Χαλκίδος. Ἡ Ἑταιρία ἀπαιτεῖ ἐγγύησιν. (606, 1023, 834, 1096)
paragraph: Ὑπὸ τοῦ Συνδέσμου τῶν ἐπιστράτων Πειραιῶς διὰ τοῦ προέδρου αὐτοῦ κ. Γ. Σακελλάρη ἐστάλη πρὸς τὴν Ἐφημερίδα ἡ ἑξῆς ἐπιστολή: (373, 1373, 589, 1446)
sub-heading: ΤΑ ΣΥΛΛΑΛΗΤΗΡΙΑ ΕΙΣ ΧΑΛΚΙΔΑ (1216, 1308, 1364, 1337)
paragraph: ἐπιπλωμένον, ἡλιόλουστον, ἐνοικιάζεται εἰς οἰκογένειαν. Ὁδὸς Κάνιγγος 22. (851, 626, 1189, 654)
paragraph: ΧΑΛΚΙΣ, 12 Δεκεμβρίου. Διοργανώθη σήμερον πάνδημον συλλαλητήριον εἰς τὸ ὁποῖον ἐψηφίσθη ψήφισμα ὑπὲρ τοῦ Βασιλέως καὶ κατὰ τῆς προδοσίας. (1206, 1343, 1374, 1431)
paragraph: Τὸ θέαμα τῆς κατερχομένης λιτανείας, τὴν ὁποίαν ἠκολούθει πλῆθος λαοῦ, ἦτο ἐπιβλητικὸν καὶ συγκινητικόν. (1206, 623, 1374, 696)
paragraph: «Σήμερον λαὸς Μεγάρων συνελθὼν εἰς πάνδημον συλλαλητήριον μετὰ τὴν θείαν λειτουργίαν, ἔρριψεν λίθον ἀναθέματος κατὰ τοῦ προδότου Βενιζέλου, ἀποσταλέντος πρὸς τὸν Κατάραν.» (373, 486, 589, 574)
paragraph: Μετὰ τὸ πέρας τῆς λειτουργίας, εἰς τὴν ὁποίαν ἐχοροστάτησεν ὁ Σ. Ἐπίσκοπος Καρυστίας, ἐξῆλθεν ἡ λιτανεία. Ἡγεῖτο ἡ μουσικὴ τῆς φρουρᾶς. (1206, 528, 1374, 616)
section-heading: ΤΟ ΑΝΑΘΕΜΑ ΕΙΣ ΤΑΣ ΕΠΑΡΧΙΑΣ (393, 222, 569, 300)
paragraph: Ἡ λιτανεία διερχομένη ἐκ τῆς ὁδοῦ Ἀθηνᾶς ἐπανῆλθεν εἰς τὸν ναόν της, ὅπου ἐπανετοποθετήθη τὸ ἅγιον λείψανον. (1384, 433, 1552, 506)
columns (140, 104, 1560, 2234)
paragraph: Δῆμοι, Κοινότητες, Σύλλογοι καὶ Σωματεῖα συγχαίρουσι τὸν κ. πρωθυπουργὸν ἐκφράζοντες τὴν ἐμπιστοσύνην των. (1384, 1592, 1552, 1665)
paragraph: ΖΗΤΕΙΤΑΙ τεχνίτης (Καραβελᾶς). Γράψατε Ἀναξαγόρα 6. (863, 1231, 1183, 1244)
paragraph: Ὁ Θεὸς νὰ μᾶς φυλάξῃ εἰς τὸ ἑξῆς καὶ ἐξαφανίσῃ τὸ πνεῦμα τοῦ κακοῦ ἀπὸ τὴν γενέθλια γῆ μας, παρὰ νὰ εἶναι ὁ τελευταῖος. (148, 600, 356, 658)
paragraph: —Τρισανάθεμα στον προδότη. (160, 140, 329, 153)
paragraph: Οἱ θέλοντες νὰ συμμετάσχωσι ὀφείλουν νὰ ἀπευθυνθῶσιν εἰς τὰ γραφεῖα τῆς Ἑταιρίας (Ἀθῆναι, ὁδὸς Σταδίου 34). (606, 1103, 834, 1161)
sub-heading: —ΔΑΣΙΚΑΙ ΖΗΜΙΑΙ (1396, 1807, 1540, 1821)
paragraph: Ζητοῦμεν πάσης παροχῆς ἐπιστολῆς πρὸς τὸ Ὑπουργεῖον ὅπως ἀφαιρεθῇ ἡ ὑπογραφὴ αὐτοῦ ἀπὸ τὰ διπλώματα ὅσων ἀπονεμηθοῦν. (373, 1548, 589, 1606)
masthead (140, 58, 1540, 101)
sub-heading: —Η ΕΟΡΤΗ ΤΟΥ ΜΑΤΣΟΥΚΑ (1407, 1672, 1529, 1701)
